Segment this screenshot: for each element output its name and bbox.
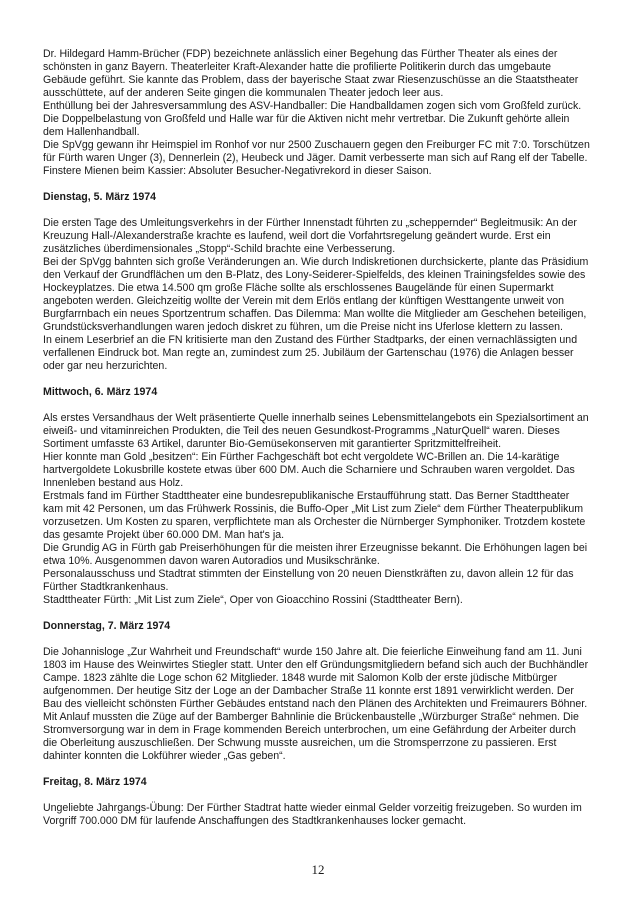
document-body xyxy=(43,48,592,828)
paragraph: Als erstes Versandhaus der Welt präsentierte Quelle innerhalb seines Lebensmittelangebots ein Spezialsortiment an eiweiß- und vitaminreichen Produkten, die Teil des neuen Gesundkost-Programms „NaturQuell“ waren. Dieses Sortiment umfasste 63 Artikel, darunter Bio-Gemüsekonserven mit garantierter Spritzmittelfreiheit. xyxy=(43,412,589,450)
paragraph: Ungeliebte Jahrgangs-Übung: Der Fürther Stadtrat hatte wieder einmal Gelder vorzeitig freizugeben. So wurden im Vorgriff 700.000 DM für laufende Anschaffungen des Stadtkrankenhauses locker gemacht. xyxy=(43,802,582,827)
page-number: 12 xyxy=(311,862,325,877)
section-heading: Mittwoch, 6. März 1974 xyxy=(43,386,158,398)
paragraph: Mit Anlauf mussten die Züge auf der Bamberger Bahnlinie die Brückenbaustelle „Würzburger Straße“ nehmen. Die Stromversorgung war in dem in Frage kommenden Bereich unterbrochen, um eine Gefährdung der Arbeiter durch die Oberleitung auszuschließen. Der Schwung musste ausreichen, um die Stromsperrzone zu passieren. Erst dahinter konnten die Lokführer wieder „Gas geben“. xyxy=(43,711,579,762)
paragraph: Personalausschuss und Stadtrat stimmten der Einstellung von 20 neuen Dienstkräften zu, davon allein 12 für das Fürther Stadtkrankenhaus. xyxy=(43,568,574,593)
paragraph: Die ersten Tage des Umleitungsverkehrs in der Fürther Innenstadt führten zu „scheppernder“ Begleitmusik: An der Kreuzung Hall-/Alexanderstraße krachte es laufend, weil dort die Vorfahrtsregelung geändert wurde. Erst ein zusätzliches überdimensionales „Stopp“-Schild brachte eine Verbesserung. xyxy=(43,217,577,255)
paragraph: Die SpVgg gewann ihr Heimspiel im Ronhof vor nur 2500 Zuschauern gegen den Freiburger FC mit 7:0. Torschützen für Fürth waren Unger (3), Dennerlein (2), Heubeck und Jäger. Damit verbesserte man sich auf Rang elf der Tabelle. Finstere Mienen beim Kassier: Absoluter Besucher-Negativrekord in dieser Saison. xyxy=(43,139,590,177)
paragraph: Enthüllung bei der Jahresversammlung des ASV-Handballer: Die Handballdamen zogen sich vom Großfeld zurück. Die Doppelbelastung von Großfeld und Halle war für die Aktiven nicht mehr vertretbar. Die Zukunft gehörte allein dem Hallenhandball. xyxy=(43,100,582,138)
section-heading: Donnerstag, 7. März 1974 xyxy=(43,620,171,632)
section-heading: Freitag, 8. März 1974 xyxy=(43,776,147,788)
paragraph: In einem Leserbrief an die FN kritisierte man den Zustand des Fürther Stadtparks, der einen vernachlässigten und verfallenen Eindruck bot. Man regte an, zumindest zum 25. Jubiläum der Gartenschau (1976) die Anlagen besser oder gar neu herzurichten. xyxy=(43,334,578,372)
paragraph: Stadttheater Fürth: „Mit List zum Ziele“, Oper von Gioacchino Rossini (Stadttheater Bern). xyxy=(43,594,463,606)
paragraph: Erstmals fand im Fürther Stadttheater eine bundesrepublikanische Erstaufführung statt. Das Berner Stadttheater kam mit 42 Personen, um das Frühwerk Rossinis, die Buffo-Oper „Mit List zum Ziele“ dem Fürther Theaterpublikum vorzusetzen. Um Kosten zu sparen, verpflichtete man als Orchester die Nürnberger Symphoniker. Trotzdem kostete das gesamte Projekt über 60.000 DM. Man hat's ja. xyxy=(43,490,586,541)
paragraph: Dr. Hildegard Hamm-Brücher (FDP) bezeichnete anlässlich einer Begehung das Fürther Theater als eines der schönsten in ganz Bayern. Theaterleiter Kraft-Alexander hatte die profilierte Politikerin durch das umgebaute Gebäude geführt. Sie kannte das Problem, dass der bayerische Staat zwar Riesenzuschüsse an die Staatstheater ausschüttete, auf der anderen Seite gingen die kommunalen Theater jedoch leer aus. xyxy=(43,48,579,99)
paragraph: Die Johannisloge „Zur Wahrheit und Freundschaft“ wurde 150 Jahre alt. Die feierliche Einweihung fand am 11. Juni 1803 im Hause des Weinwirtes Stiegler statt. Unter den elf Gründungsmitgliedern befand sich auch der Buchhändler Campe. 1823 zählte die Loge schon 62 Mitglieder. 1848 wurde mit Salomon Kolb der erste jüdische Mitbürger aufgenommen. Der heutige Sitz der Loge an der Dambacher Straße 11 konnte erst 1891 verwirklicht werden. Der Bau des vielleicht schönsten Fürther Gebäudes entstand nach den Plänen des Architekten und Freimaurers Böhner. xyxy=(43,646,589,710)
paragraph: Bei der SpVgg bahnten sich große Veränderungen an. Wie durch Indiskretionen durchsickerte, plante das Präsidium den Verkauf der Grundflächen um den B-Platz, des Lony-Seiderer-Spielfelds, des kleinen Trainingsfeldes sowie des Hockeyplatzes. Die etwa 14.500 qm große Fläche sollte als erschlossenes Baugelände für einen Supermarkt angeboten werden. Gleichzeitig wollte der Verein mit dem Erlös entlang der künftigen Westtangente unweit von Burgfarrnbach ein neues Sportzentrum schaffen. Das Dilemma: Man wollte die Mitglieder am Geschehen beteiligen, Grundstücksverhandlungen waren jedoch diskret zu führen, um die Preise nicht ins Uferlose klettern zu lassen. xyxy=(43,256,589,333)
section-heading: Dienstag, 5. März 1974 xyxy=(43,191,157,203)
paragraph: Hier konnte man Gold „besitzen“: Ein Fürther Fachgeschäft bot echt vergoldete WC-Brillen an. Die 14-karätige hartvergoldete Lokusbrille kostete etwas über 600 DM. Auch die Scharniere und Schrauben waren vergoldet. Das Innenleben bestand aus Holz. xyxy=(43,451,575,489)
paragraph: Die Grundig AG in Fürth gab Preiserhöhungen für die meisten ihrer Erzeugnisse bekannt. Die Erhöhungen lagen bei etwa 10%. Ausgenommen davon waren Autoradios und Musikschränke. xyxy=(43,542,588,567)
